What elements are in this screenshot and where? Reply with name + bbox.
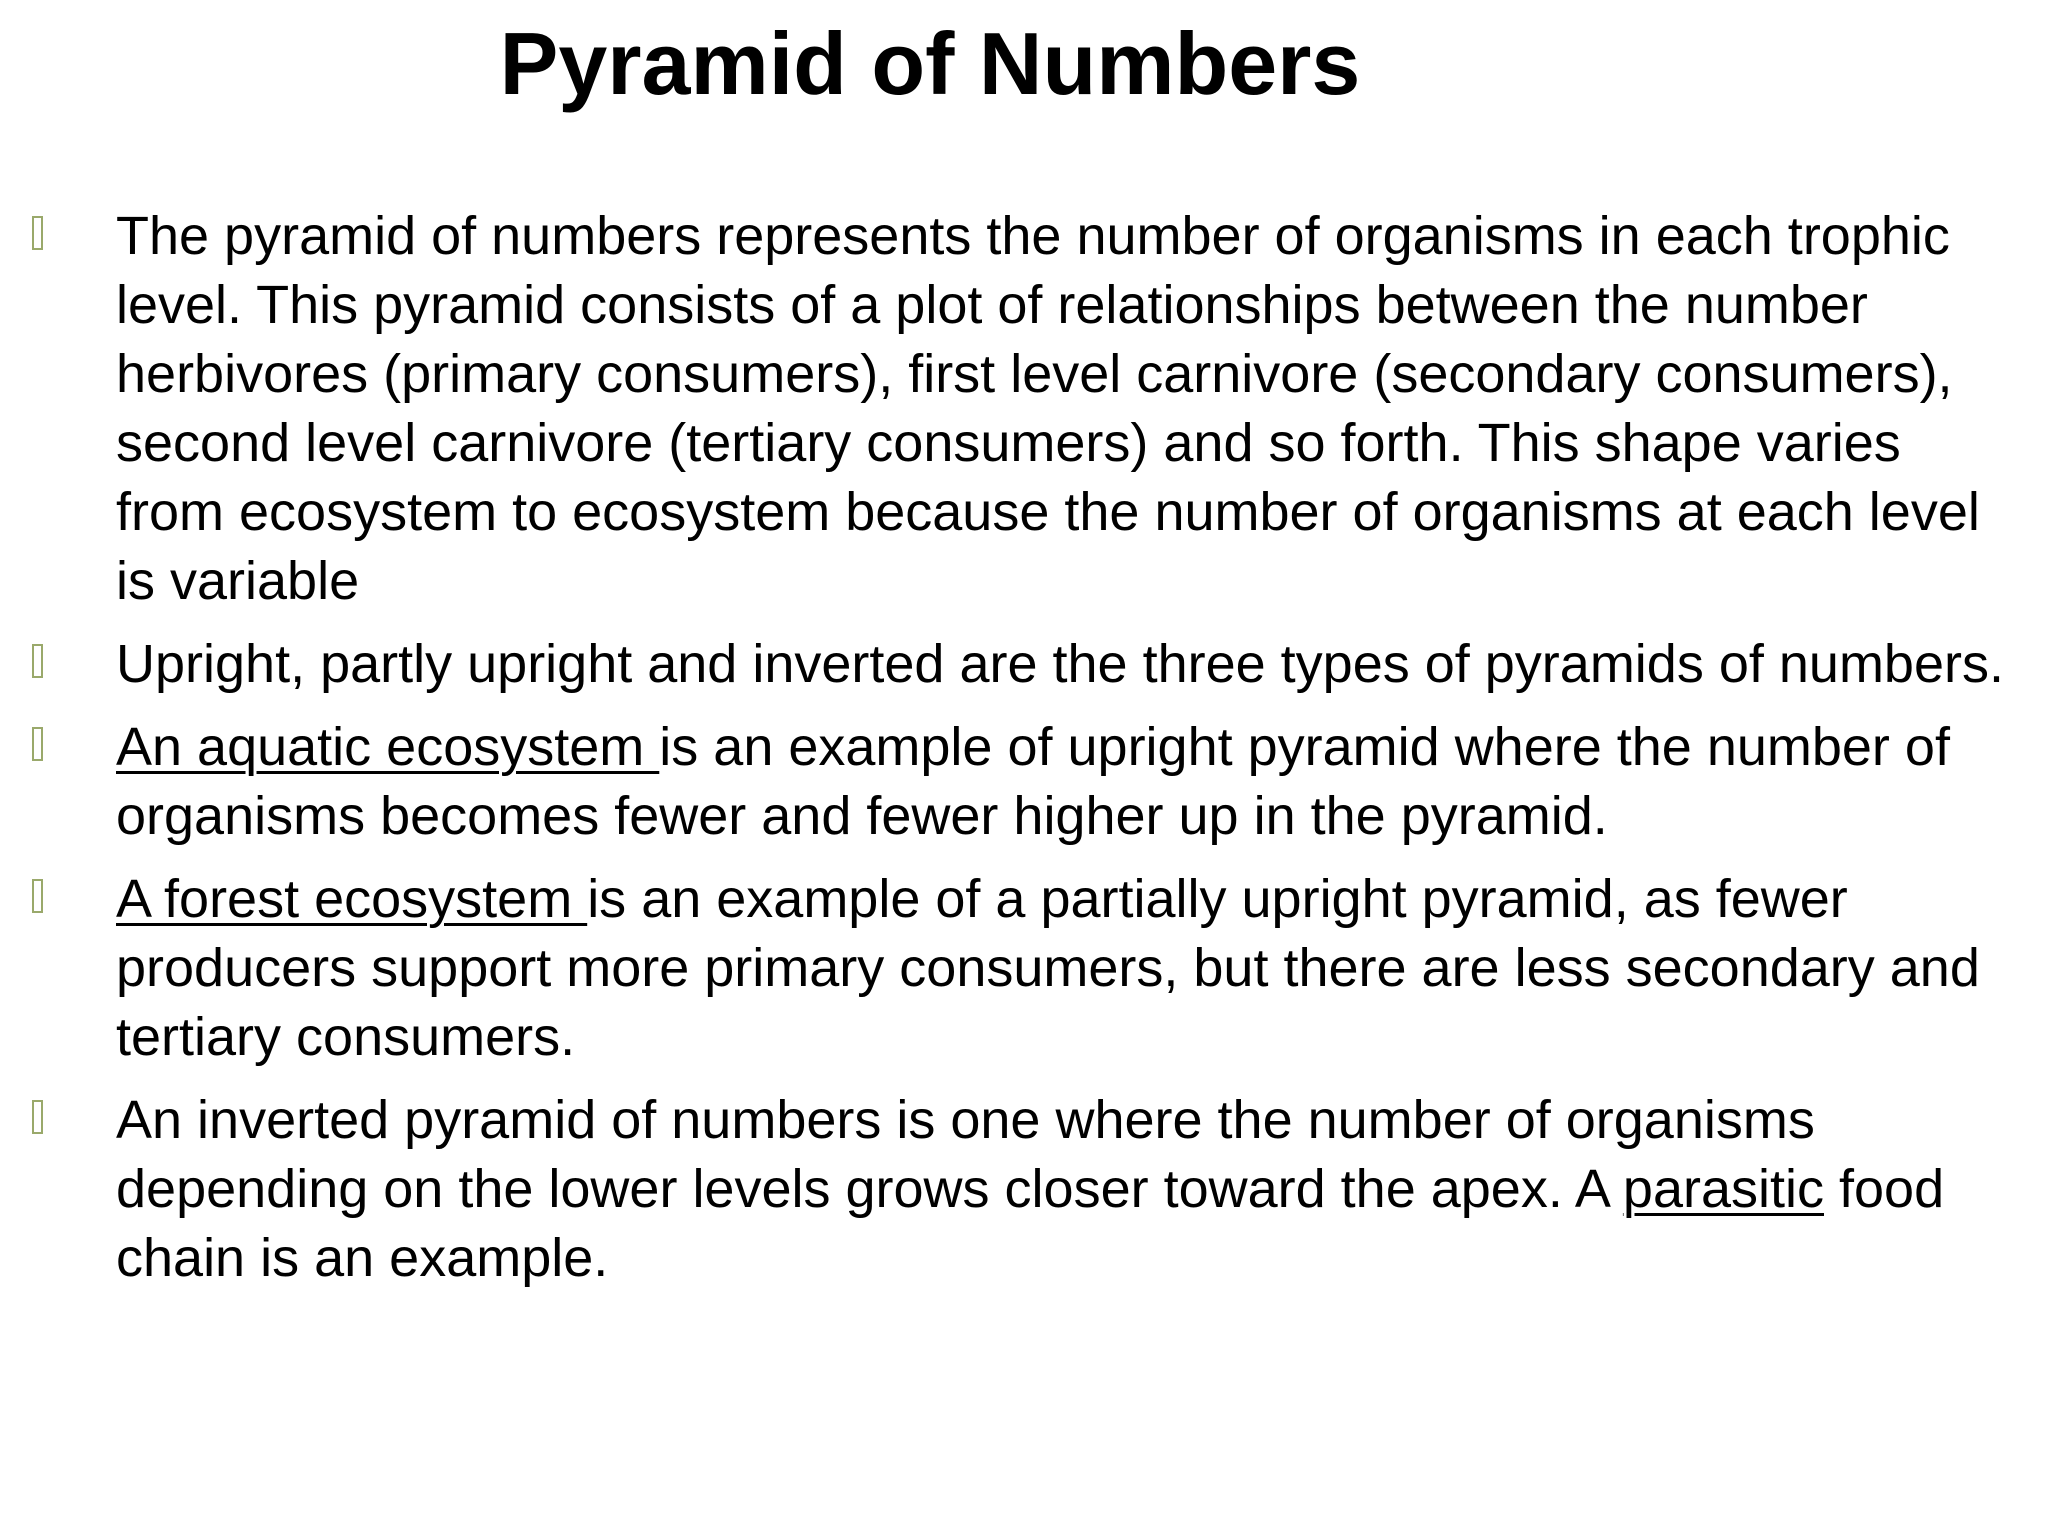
bullet-text: An inverted pyramid of numbers is one where the number of organisms depending on the lower levels grows closer toward the apex. A [116, 1090, 1815, 1219]
bullet-text: Upright, partly upright and inverted are the three types of pyramids of numbers. [116, 634, 2004, 694]
bullet-item [0, 202, 2048, 616]
bullet-item [0, 1086, 2048, 1293]
box-bullet-icon [32, 644, 43, 678]
bullet-text: The pyramid of numbers represents the number of organisms in each trophic level. This pyramid consists of a plot of relationships between the number herbivores (primary consumers), first level carnivore (secondary consumers), second level carnivore (tertiary consumers) and so forth. This shape varies from ecosystem to ecosystem because the number of organisms at each level is variable [116, 206, 1980, 611]
box-bullet-icon [32, 216, 43, 250]
underlined-term: A forest ecosystem [116, 869, 588, 929]
bullet-text: is an example of upright pyramid where the number of organisms becomes fewer and fewer higher up in the pyramid. [116, 717, 1950, 846]
bullet-item [0, 865, 2048, 1072]
bullet-text: is an example of a partially upright pyramid, as fewer producers support more primary consumers, but there are less secondary and tertiary consumers. [116, 869, 1980, 1067]
box-bullet-icon [32, 727, 43, 761]
box-bullet-icon [32, 1100, 43, 1134]
slide-title: Pyramid of Numbers [499, 14, 1361, 113]
underlined-term: parasitic [1622, 1159, 1824, 1219]
bullet-item [0, 630, 2048, 699]
underlined-term: An aquatic ecosystem [116, 717, 660, 777]
bullet-text: food chain is an example. [116, 1159, 1945, 1288]
box-bullet-icon [32, 879, 43, 913]
bullet-item [0, 713, 2048, 851]
bullet-list [0, 202, 2048, 1293]
